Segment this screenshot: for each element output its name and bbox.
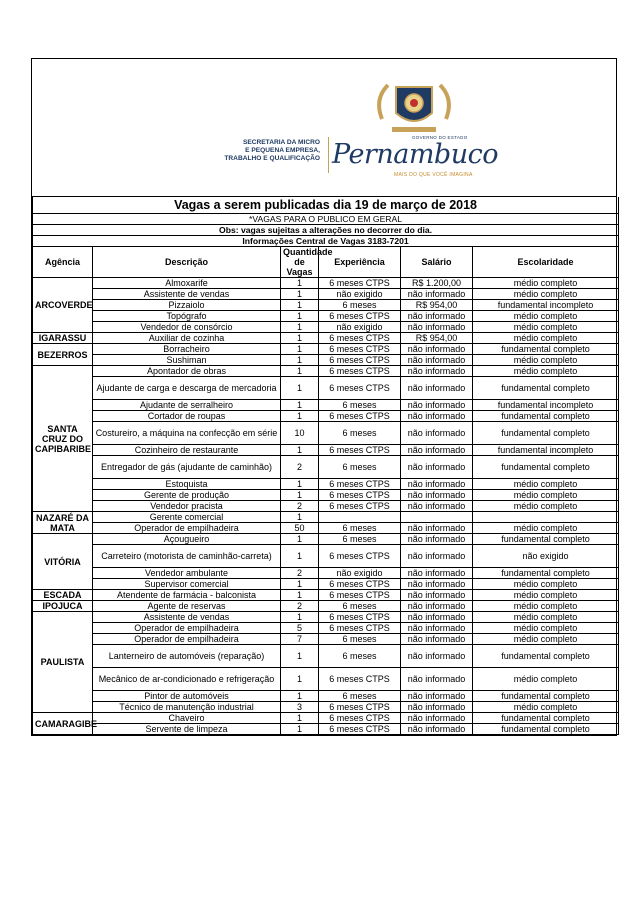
table-row	[33, 645, 619, 668]
descricao-cell: Topógrafo	[93, 311, 281, 322]
quantidade-cell: 1	[281, 479, 319, 490]
salario-cell: não informado	[401, 490, 473, 501]
descricao-cell: Mecânico de ar-condicionado e refrigeração	[93, 668, 281, 691]
escolaridade-cell: fundamental completo	[473, 645, 619, 668]
salario-cell: não informado	[401, 479, 473, 490]
salario-cell: não informado	[401, 601, 473, 612]
table-row	[33, 545, 619, 568]
salario-cell: não informado	[401, 568, 473, 579]
table-title: Vagas a serem publicadas dia 19 de março de 2018	[33, 197, 619, 214]
experiencia-cell: não exigido	[319, 568, 401, 579]
salario-cell: não informado	[401, 612, 473, 623]
quantidade-cell: 2	[281, 568, 319, 579]
header-banner	[32, 59, 616, 197]
quantidade-cell: 1	[281, 545, 319, 568]
escolaridade-cell: médio completo	[473, 278, 619, 289]
quantidade-cell: 1	[281, 355, 319, 366]
table-row	[33, 623, 619, 634]
banner-divider	[328, 137, 329, 173]
table-row	[33, 724, 619, 735]
table-row	[33, 422, 619, 445]
quantidade-cell: 3	[281, 702, 319, 713]
escolaridade-cell: médio completo	[473, 501, 619, 512]
salario-cell: não informado	[401, 355, 473, 366]
escolaridade-cell: médio completo	[473, 311, 619, 322]
descricao-cell: Gerente comercial	[93, 512, 281, 523]
secretaria-line-3: TRABALHO E QUALIFICAÇÃO	[224, 155, 320, 162]
table-row	[33, 322, 619, 333]
salario-cell: não informado	[401, 400, 473, 411]
table-row	[33, 377, 619, 400]
col-salario: Salário	[401, 247, 473, 278]
secretaria-label	[210, 139, 320, 163]
escolaridade-cell: fundamental completo	[473, 534, 619, 545]
salario-cell: R$ 954,00	[401, 333, 473, 344]
descricao-cell: Chaveiro	[93, 713, 281, 724]
state-name: Pernambuco	[332, 139, 498, 170]
table-row	[33, 445, 619, 456]
salario-cell: não informado	[401, 344, 473, 355]
descricao-cell: Apontador de obras	[93, 366, 281, 377]
experiencia-cell: 6 meses CTPS	[319, 623, 401, 634]
quantidade-cell: 1	[281, 612, 319, 623]
salario-cell: não informado	[401, 713, 473, 724]
quantidade-cell: 1	[281, 322, 319, 333]
escolaridade-cell: fundamental completo	[473, 568, 619, 579]
experiencia-cell: 6 meses CTPS	[319, 311, 401, 322]
salario-cell: não informado	[401, 289, 473, 300]
agency-cell: IPOJUCA	[33, 601, 93, 612]
experiencia-cell: 6 meses CTPS	[319, 590, 401, 601]
table-row	[33, 713, 619, 724]
table-row	[33, 590, 619, 601]
quantidade-cell: 1	[281, 691, 319, 702]
descricao-cell: Supervisor comercial	[93, 579, 281, 590]
salario-cell: não informado	[401, 702, 473, 713]
public-note: *VAGAS PARA O PUBLICO EM GERAL	[33, 214, 619, 225]
escolaridade-cell: médio completo	[473, 523, 619, 534]
escolaridade-cell: fundamental completo	[473, 411, 619, 422]
experiencia-cell: 6 meses	[319, 691, 401, 702]
quantidade-cell: 1	[281, 490, 319, 501]
experiencia-cell: 6 meses	[319, 645, 401, 668]
escolaridade-cell: fundamental incompleto	[473, 300, 619, 311]
agency-cell: BEZERROS	[33, 344, 93, 366]
table-row	[33, 411, 619, 422]
descricao-cell: Gerente de produção	[93, 490, 281, 501]
descricao-cell: Borracheiro	[93, 344, 281, 355]
table-row	[33, 501, 619, 512]
experiencia-cell: 6 meses	[319, 601, 401, 612]
experiencia-cell: 6 meses CTPS	[319, 355, 401, 366]
quantidade-cell: 7	[281, 634, 319, 645]
descricao-cell: Cozinheiro de restaurante	[93, 445, 281, 456]
table-row	[33, 691, 619, 702]
descricao-cell: Assistente de vendas	[93, 612, 281, 623]
escolaridade-cell: fundamental completo	[473, 691, 619, 702]
escolaridade-cell: médio completo	[473, 601, 619, 612]
table-row	[33, 523, 619, 534]
descricao-cell: Vendedor de consórcio	[93, 322, 281, 333]
escolaridade-cell: médio completo	[473, 668, 619, 691]
vacancy-table	[32, 197, 619, 735]
escolaridade-cell: fundamental completo	[473, 456, 619, 479]
salario-cell: não informado	[401, 623, 473, 634]
quantidade-cell: 1	[281, 289, 319, 300]
escolaridade-cell: médio completo	[473, 702, 619, 713]
experiencia-cell: 6 meses CTPS	[319, 411, 401, 422]
experiencia-cell: 6 meses	[319, 456, 401, 479]
descricao-cell: Servente de limpeza	[93, 724, 281, 735]
descricao-cell: Operador de empilhadeira	[93, 623, 281, 634]
secretaria-line-1: SECRETARIA DA MICRO	[242, 139, 320, 146]
quantidade-cell: 1	[281, 512, 319, 523]
quantidade-cell: 1	[281, 445, 319, 456]
experiencia-cell: 6 meses CTPS	[319, 668, 401, 691]
quantidade-cell: 1	[281, 278, 319, 289]
descricao-cell: Açougueiro	[93, 534, 281, 545]
salario-cell: não informado	[401, 422, 473, 445]
experiencia-cell: 6 meses CTPS	[319, 479, 401, 490]
quantidade-cell: 1	[281, 645, 319, 668]
salario-cell: não informado	[401, 691, 473, 702]
experiencia-cell: 6 meses	[319, 634, 401, 645]
experiencia-cell: 6 meses CTPS	[319, 501, 401, 512]
experiencia-cell: 6 meses CTPS	[319, 702, 401, 713]
escolaridade-cell: médio completo	[473, 479, 619, 490]
gov-label: GOVERNO DO ESTADO	[412, 135, 468, 140]
salario-cell: não informado	[401, 634, 473, 645]
salario-cell: não informado	[401, 456, 473, 479]
escolaridade-cell: fundamental completo	[473, 422, 619, 445]
salario-cell: não informado	[401, 366, 473, 377]
salario-cell: não informado	[401, 501, 473, 512]
quantidade-cell: 1	[281, 411, 319, 422]
salario-cell: não informado	[401, 377, 473, 400]
state-crest-icon	[374, 79, 454, 141]
escolaridade-cell: médio completo	[473, 333, 619, 344]
quantidade-cell: 50	[281, 523, 319, 534]
quantidade-cell: 1	[281, 311, 319, 322]
escolaridade-cell: médio completo	[473, 289, 619, 300]
agency-cell: CAMARAGIBE	[33, 713, 93, 735]
escolaridade-cell: médio completo	[473, 579, 619, 590]
escolaridade-cell: médio completo	[473, 490, 619, 501]
table-row	[33, 456, 619, 479]
experiencia-cell: 6 meses	[319, 534, 401, 545]
quantidade-cell: 2	[281, 456, 319, 479]
experiencia-cell: 6 meses CTPS	[319, 490, 401, 501]
table-row	[33, 634, 619, 645]
experiencia-cell: 6 meses CTPS	[319, 713, 401, 724]
agency-cell: PAULISTA	[33, 612, 93, 713]
descricao-cell: Técnico de manutenção industrial	[93, 702, 281, 713]
col-escolaridade: Escolaridade	[473, 247, 619, 278]
escolaridade-cell: médio completo	[473, 322, 619, 333]
agency-cell: IGARASSU	[33, 333, 93, 344]
escolaridade-cell: não exigido	[473, 545, 619, 568]
experiencia-cell: 6 meses	[319, 300, 401, 311]
descricao-cell: Operador de empilhadeira	[93, 523, 281, 534]
table-row	[33, 311, 619, 322]
experiencia-cell: 6 meses CTPS	[319, 333, 401, 344]
col-quantidade: Quantidade de Vagas	[281, 247, 319, 278]
agency-cell: ARCOVERDE	[33, 278, 93, 333]
salario-cell	[401, 512, 473, 523]
escolaridade-cell: fundamental completo	[473, 713, 619, 724]
quantidade-cell: 1	[281, 333, 319, 344]
salario-cell: não informado	[401, 724, 473, 735]
quantidade-cell: 10	[281, 422, 319, 445]
obs-note: Obs: vagas sujeitas a alterações no decorrer do dia.	[33, 225, 619, 236]
experiencia-cell	[319, 512, 401, 523]
salario-cell: R$ 954,00	[401, 300, 473, 311]
salario-cell: não informado	[401, 668, 473, 691]
quantidade-cell: 5	[281, 623, 319, 634]
salario-cell: não informado	[401, 411, 473, 422]
quantidade-cell: 1	[281, 400, 319, 411]
experiencia-cell: 6 meses	[319, 400, 401, 411]
escolaridade-cell: fundamental incompleto	[473, 400, 619, 411]
descricao-cell: Atendente de farmácia - balconista	[93, 590, 281, 601]
experiencia-cell: 6 meses CTPS	[319, 612, 401, 623]
quantidade-cell: 2	[281, 501, 319, 512]
descricao-cell: Entregador de gás (ajudante de caminhão)	[93, 456, 281, 479]
table-row	[33, 355, 619, 366]
quantidade-cell: 1	[281, 344, 319, 355]
contact-note: Informações Central de Vagas 3183-7201	[33, 236, 619, 247]
descricao-cell: Sushiman	[93, 355, 281, 366]
escolaridade-cell: fundamental completo	[473, 724, 619, 735]
quantidade-cell: 1	[281, 713, 319, 724]
salario-cell: não informado	[401, 534, 473, 545]
descricao-cell: Ajudante de carga e descarga de mercadoria	[93, 377, 281, 400]
descricao-cell: Estoquista	[93, 479, 281, 490]
table-row	[33, 568, 619, 579]
table-row	[33, 400, 619, 411]
quantidade-cell: 2	[281, 601, 319, 612]
table-row	[33, 702, 619, 713]
quantidade-cell: 1	[281, 579, 319, 590]
table-row	[33, 289, 619, 300]
experiencia-cell: 6 meses CTPS	[319, 445, 401, 456]
salario-cell: não informado	[401, 579, 473, 590]
escolaridade-cell: médio completo	[473, 355, 619, 366]
descricao-cell: Auxiliar de cozinha	[93, 333, 281, 344]
escolaridade-cell: fundamental completo	[473, 344, 619, 355]
descricao-cell: Assistente de vendas	[93, 289, 281, 300]
table-row	[33, 534, 619, 545]
quantidade-cell: 1	[281, 377, 319, 400]
experiencia-cell: 6 meses CTPS	[319, 579, 401, 590]
col-experiencia: Experiência	[319, 247, 401, 278]
agency-cell: VITÓRIA	[33, 534, 93, 590]
agency-cell: NAZARÉ DA MATA	[33, 512, 93, 534]
experiencia-cell: 6 meses CTPS	[319, 724, 401, 735]
salario-cell: não informado	[401, 645, 473, 668]
table-row	[33, 300, 619, 311]
table-row	[33, 278, 619, 289]
experiencia-cell: 6 meses	[319, 422, 401, 445]
experiencia-cell: 6 meses CTPS	[319, 545, 401, 568]
table-row	[33, 344, 619, 355]
descricao-cell: Almoxarife	[93, 278, 281, 289]
descricao-cell: Lanterneiro de automóveis (reparação)	[93, 645, 281, 668]
escolaridade-cell: fundamental completo	[473, 377, 619, 400]
agency-cell: SANTA CRUZ DO CAPIBARIBE	[33, 366, 93, 512]
quantidade-cell: 1	[281, 366, 319, 377]
salario-cell: não informado	[401, 523, 473, 534]
escolaridade-cell: médio completo	[473, 612, 619, 623]
escolaridade-cell	[473, 512, 619, 523]
table-row	[33, 490, 619, 501]
experiencia-cell: 6 meses CTPS	[319, 377, 401, 400]
salario-cell: não informado	[401, 311, 473, 322]
descricao-cell: Ajudante de serralheiro	[93, 400, 281, 411]
salario-cell: não informado	[401, 322, 473, 333]
table-row	[33, 479, 619, 490]
quantidade-cell: 1	[281, 300, 319, 311]
table-row	[33, 512, 619, 523]
secretaria-line-2: E PEQUENA EMPRESA,	[245, 147, 320, 154]
experiencia-cell: 6 meses CTPS	[319, 278, 401, 289]
salario-cell: R$ 1.200,00	[401, 278, 473, 289]
table-row	[33, 668, 619, 691]
quantidade-cell: 1	[281, 724, 319, 735]
job-listing-sheet	[31, 58, 617, 736]
salario-cell: não informado	[401, 590, 473, 601]
descricao-cell: Cortador de roupas	[93, 411, 281, 422]
quantidade-cell: 1	[281, 534, 319, 545]
experiencia-cell: 6 meses	[319, 523, 401, 534]
slogan: MAIS DO QUE VOCÊ IMAGINA	[394, 172, 473, 178]
experiencia-cell: 6 meses CTPS	[319, 366, 401, 377]
salario-cell: não informado	[401, 445, 473, 456]
table-row	[33, 579, 619, 590]
quantidade-cell: 1	[281, 590, 319, 601]
descricao-cell: Carreteiro (motorista de caminhão-carreta)	[93, 545, 281, 568]
descricao-cell: Pizzaiolo	[93, 300, 281, 311]
table-row	[33, 366, 619, 377]
escolaridade-cell: médio completo	[473, 634, 619, 645]
descricao-cell: Costureiro, a máquina na confecção em série	[93, 422, 281, 445]
escolaridade-cell: médio completo	[473, 623, 619, 634]
descricao-cell: Vendedor pracista	[93, 501, 281, 512]
descricao-cell: Operador de empilhadeira	[93, 634, 281, 645]
descricao-cell: Agente de reservas	[93, 601, 281, 612]
experiencia-cell: não exigido	[319, 289, 401, 300]
descricao-cell: Pintor de automóveis	[93, 691, 281, 702]
table-row	[33, 601, 619, 612]
agency-cell: ESCADA	[33, 590, 93, 601]
escolaridade-cell: fundamental incompleto	[473, 445, 619, 456]
table-row	[33, 333, 619, 344]
table-row	[33, 612, 619, 623]
escolaridade-cell: médio completo	[473, 366, 619, 377]
quantidade-cell: 1	[281, 668, 319, 691]
experiencia-cell: 6 meses CTPS	[319, 344, 401, 355]
escolaridade-cell: médio completo	[473, 590, 619, 601]
col-descricao: Descrição	[93, 247, 281, 278]
descricao-cell: Vendedor ambulante	[93, 568, 281, 579]
col-agencia: Agência	[33, 247, 93, 278]
salario-cell: não informado	[401, 545, 473, 568]
experiencia-cell: não exigido	[319, 322, 401, 333]
